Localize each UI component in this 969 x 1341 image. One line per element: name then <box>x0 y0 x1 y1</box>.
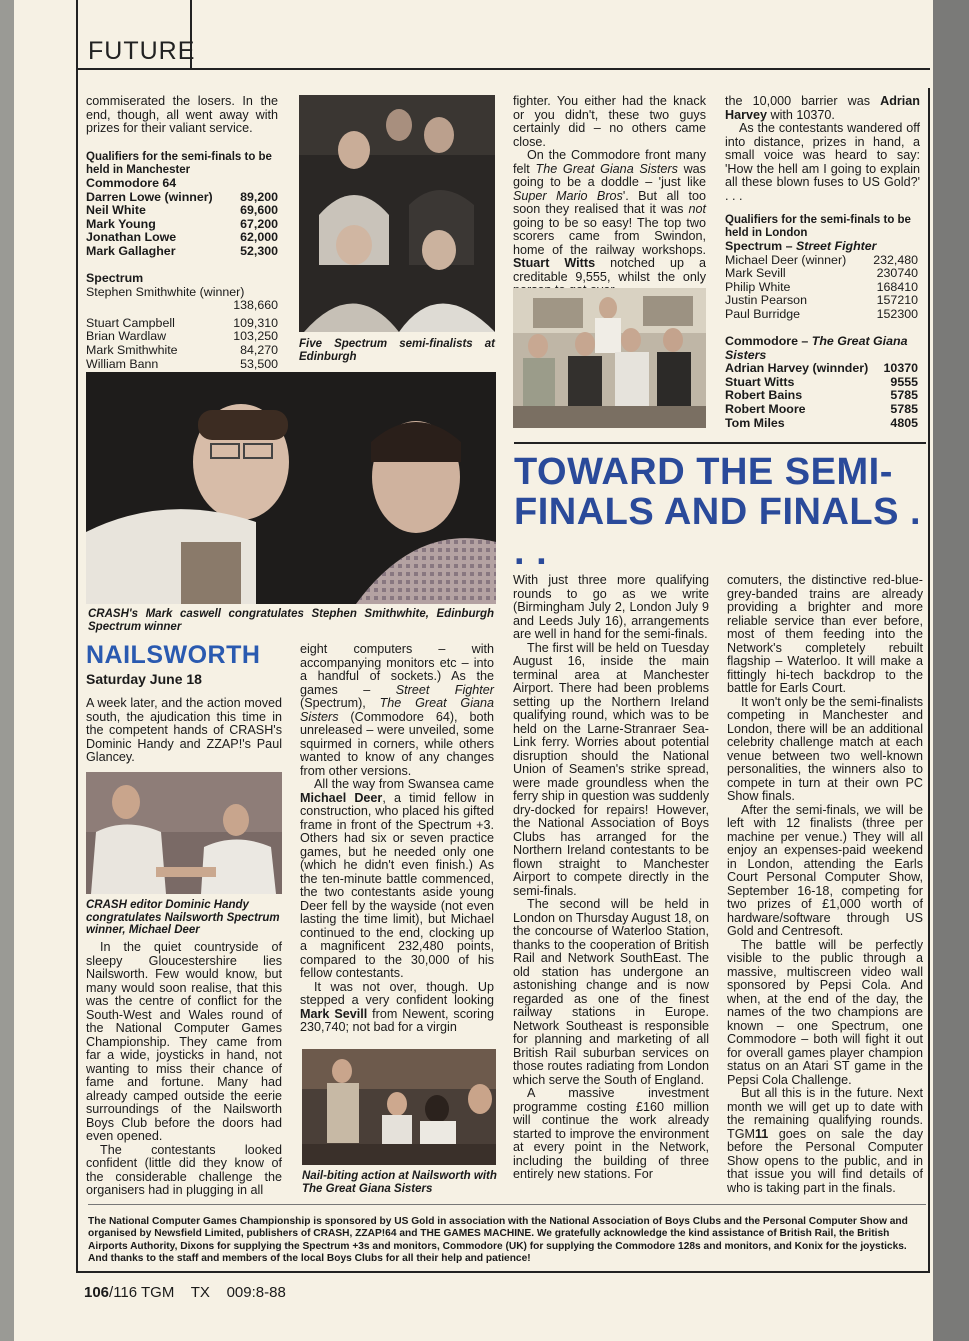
col2-mid-text <box>300 643 494 1035</box>
c64-label: Commodore – The Great Giana Sisters <box>725 334 908 362</box>
col4-mid-text: comuters, the distinctive red-blue-grey-banded trains are already providing a brighter and more reliable service than ever before, most of them feeding into the Network's completely rebuilt flagship – Waterloo. It will make a fittingly hi-tech backdrop to the battle for Earls Court. It won't only be the semi-finalists competing in Manchester and London, there will be an additional celebrity challenge match at each venue between two well-known personalities, the winners also to compete in turn at their own PC Show finals. After the semi-finals, we will be left with 12 finalists (three per machine per venue.) They will all enjoy an expenses-paid weekend in London, attending the Earls Court Personal Computer Show, September 16-18, competing for two prizes of £1,000 worth of hardware/software through US Gold and Centresoft. The battle will be perfectly visible to the public through a massive, multiscreen video wall sponsored by Pepsi Cola. And when, at the end of the day, the names of the two champions are known – one Spectrum, one Commodore – both will fight it out for overall games player champion status on an Atari ST game in the Pepsi Cola Challenge. But all this is in the future. Next month we will get up to date with the remaining qualifying rounds. TGM11 goes on sale the day before the Personal Computer Show opens to the public, and in that issue you will find details of who is taking part in the finals. <box>727 573 923 1195</box>
table-row: Darren Lowe (winner) 89,200 <box>86 189 278 204</box>
spectrum-label: Spectrum – Street Fighter <box>725 239 877 253</box>
top-rule <box>192 68 930 70</box>
table-row: Paul Burridge 152300 <box>725 306 918 321</box>
spectrum-label: Spectrum <box>86 271 144 285</box>
caption-semifinalists: Five Spectrum semi-finalists at Edinburgh <box>299 338 495 363</box>
nailsworth-body: In the quiet countryside of sleepy Gloucestershire lies Nailsworth. Few would know, but many would soon realise, that this was the centre of conflict for the South-West and Wales round of the National Computer Games Championship. They came from far a wide, joysticks in hand, not wanting to miss their chance of fame and fortune. Many had already camped outside the eerie surroundings of the Nailsworth Boys Club before the doors had even opened. The contestants looked confident (little did they know of the considerable challenge the organisers had in plugging in all <box>86 940 282 1197</box>
table-row: Robert Moore 5785 <box>725 401 918 416</box>
caption-big-photo: CRASH's Mark caswell congratulates Stephen Smithwhite, Edinburgh Spectrum winner <box>88 608 494 633</box>
table-row: Michael Deer (winner) 232,480 <box>725 252 918 267</box>
games-paragraph: eight computers – with accompanying monitors etc – into a handful of sockets.) As the games – Street Fighter (Spectrum), The Great Giana Sisters (Commodore 64), both unreleased – were unveiled, some squirmed in corners, while others wanted to know of any changes from other versions. <box>300 642 494 778</box>
photo-group-seated <box>513 288 706 428</box>
bottom-rule <box>76 1271 930 1273</box>
table-row: Mark Smithwhite 84,270 <box>86 342 278 357</box>
nail-biting-illustration <box>302 1049 496 1165</box>
big-photo-illustration <box>86 372 496 604</box>
left-rule <box>76 68 78 1273</box>
sevill-paragraph: It was not over, though. Up stepped a very confident looking Mark Sevill from Newent, scoring 230,740; not bad for a virgin <box>300 979 494 1034</box>
table-row: Stephen Smithwhite (winner) <box>86 284 245 299</box>
table-row: Neil White 69,600 <box>86 203 278 218</box>
nailsworth-date: Saturday June 18 <box>86 671 202 687</box>
col1-intro: commiserated the losers. In the end, though, all went away with prizes for their valiant service. <box>86 94 278 135</box>
giana-paragraph: On the Commodore front many felt The Great Giana Sisters was going to be a doddle – 'just like Super Mario Bros'. But all too soon they realised that it was not going to be so easy! The top two scorers came from Swindon, home of the railway workshops. Stuart Witts notched up a creditable 9,555, whilst the only <box>513 148 706 284</box>
table-row: Stuart Campbell 109,310 <box>86 315 278 330</box>
footer-rule <box>88 1204 926 1205</box>
caption-nail-biting: Nail-biting action at Nailsworth with The Great Giana Sisters <box>302 1170 497 1195</box>
section-label: FUTURE <box>88 37 196 65</box>
folio-line: /116 TGM TX 009:8-88 <box>109 1284 286 1301</box>
group-photo-illustration <box>299 95 495 332</box>
handshake-illustration <box>86 772 282 894</box>
binder-edge <box>0 0 14 1341</box>
page-edge <box>933 0 969 1341</box>
table-row: Justin Pearson 157210 <box>725 293 918 308</box>
col3-top-text: fighter. You either had the knack or you didn't, these two guys certainly did – no others came close. On the Commodore front many felt The Great Giana Sisters was going to be a doddle – 'just like Super Mario Bros'. But all too soon they realised that it was not going to be so easy! The top two scorers came from Swindon, home of the railway workshops. Stuart Witts notched up a creditable 9,555, whilst the only <box>513 95 706 298</box>
london-c64-table <box>725 335 918 430</box>
col3-mid-text: With just three more qualifying rounds to go as we write (Birmingham July 2, London July 9 and Leeds July 16), arrangements are well in hand for the semi-finals. The first will be held on Tuesday August 16, inside the main terminal area at Manchester Airport. There had been problems setting up the Northern Ireland qualifying round, which was to be held on the Larne-Stranraer Sea-Link ferry. Worries about potential disruption should the National Union of Seamen's strike spread, were made groundless when the ferry ship in question was suddenly dry-docked for repairs! However, the National Association of Boys Clubs has arranged for the Northern Ireland contestants to be flown straight to Manchester Airport to compete directly in the semi-finals. The second will be held in London on Thursday August 18, on the concourse of Waterloo Station, thanks to the cooperation of British Rail and Network SouthEast. The old station has undergone an astonishing change and is now regarded as one of the finest railway stations in Europe. Network Southeast is responsible for planning and marketing of all British Rail suburban services on those routes radiating from London which serve the South of England. A massive investment programme costing £160 million will continue the work already started to improve the environment at every point in the Network, including the building of three entirely new stations. For <box>513 573 710 1181</box>
manchester-qualifiers-title: Qualifiers for the semi-finals to be held in Manchester <box>86 151 272 176</box>
nailsworth-intro: A week later, and the action moved south, the ajudication this time in the competent hands of CRASH's Dominic Handy and ZZAP!'s Paul Glancey. <box>86 696 282 764</box>
london-qualifiers-title: Qualifiers for the semi-finals to be held in London <box>725 214 911 239</box>
section-tab <box>76 0 196 70</box>
table-row: Mark Gallagher 52,300 <box>86 243 278 258</box>
table-row: Robert Bains 5785 <box>725 388 918 403</box>
photo-spectrum-semifinalists <box>299 95 495 332</box>
london-spectrum-table <box>725 240 918 322</box>
page-number: 106 <box>84 1284 110 1301</box>
table-row: 138,660 <box>233 298 278 313</box>
table-row: Adrian Harvey (winnder) 10370 <box>725 361 918 376</box>
table-row: Mark Sevill 230740 <box>725 266 918 281</box>
table-row: Jonathan Lowe 62,000 <box>86 230 278 245</box>
c64-results-table <box>86 177 278 259</box>
table-row: Brian Wardlaw 103,250 <box>86 329 278 344</box>
seated-group-illustration <box>513 288 706 428</box>
photo-nail-biting <box>302 1049 496 1165</box>
page-folio <box>84 1284 286 1301</box>
photo-handy-deer <box>86 772 282 894</box>
caption-handy-deer: CRASH editor Dominic Handy congratulates Nailsworth Spectrum winner, Michael Deer <box>86 899 280 936</box>
nailsworth-heading: NAILSWORTH <box>86 641 261 669</box>
table-row: Philip White 168410 <box>725 279 918 294</box>
table-row: Mark Young 67,200 <box>86 216 278 231</box>
right-rule <box>928 88 930 1273</box>
table-row: Stuart Witts 9555 <box>725 374 918 389</box>
headline: TOWARD THE SEMI-FINALS AND FINALS . . . <box>514 451 922 573</box>
spectrum-results-table <box>86 272 278 371</box>
harvey-paragraph: the 10,000 barrier was Adrian Harvey with 10370. <box>725 94 920 122</box>
headline-rule <box>514 442 926 444</box>
future-paragraph: But all this is in the future. Next month we will get up to date with the remaining qualifying rounds. TGM11 goes on sale the day before the Personal Computer Show opens to the public, and in that issue you will find details of who is taking part in the finals. <box>727 1086 923 1195</box>
table-row: Tom Miles 4805 <box>725 415 918 430</box>
deer-paragraph: All the way from Swansea came Michael Deer, a timid fellow in construction, who placed his gifted frame in front of the Spectrum +3. Others had six or seven practice games, but he needed only one (which he didn't even finish.) As the ten-minute battle commenced, the two contestants aside young Deer fell by the wayside (not even lasting the time limit), but Michael continued to the end, clocking up a magnificent 232,480 points, compared to the 30,000 of his fellow contestants. <box>300 777 494 980</box>
sponsor-acknowledgement: The National Computer Games Championship is sponsored by US Gold in association with the National Association of Boys Clubs and the Personal Computer Show and organised by Newsfield Limited, publishers of CRASH, ZZAP!64 and THE GAMES MACHINE. We gratefully acknowledge the kind assistance of British Rail, the British Airports Authority, Dixons for supplying the Spectrum +3s and monitors, Commodore (UK) for supplying the Commodore 128s and monitors, and Konix for the joysticks. And thanks to the staff and members of the local Boys Clubs for all their help and patience! <box>88 1216 908 1264</box>
table-row: William Bann 53,500 <box>86 356 278 371</box>
col4-top-text: the 10,000 barrier was Adrian Harvey with 10370. As the contestants wandered off into distance, prizes in hand, a small voice was heard to say: 'How the hell am I going to explain all these blown fuses to US Gold?' . . . <box>725 94 920 203</box>
photo-caswell-smithwhite <box>86 372 496 604</box>
c64-label: Commodore 64 <box>86 176 177 190</box>
